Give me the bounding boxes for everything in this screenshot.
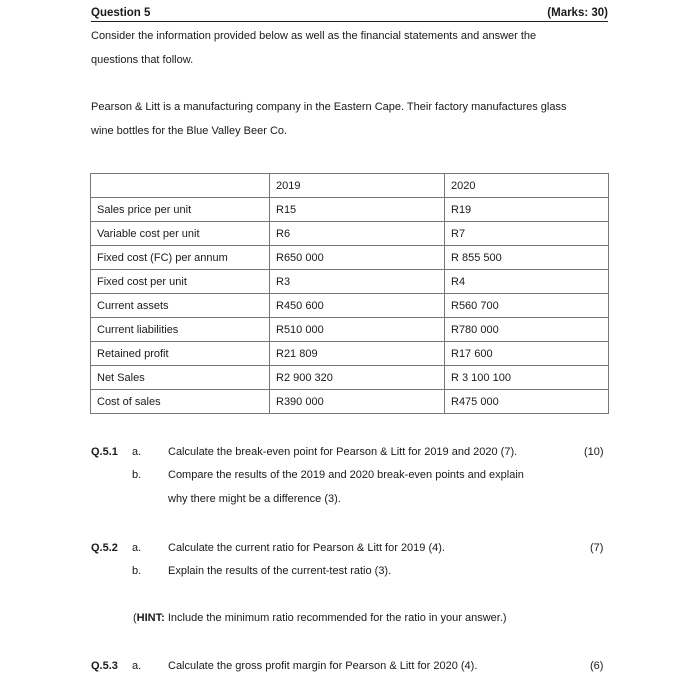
- table-row: [91, 270, 609, 294]
- q5-2-a-text: Calculate the current ratio for Pearson & Litt for 2019 (4).: [168, 542, 445, 554]
- company-line-1: Pearson & Litt is a manufacturing company in the Eastern Cape. Their factory manufactures glass: [91, 101, 567, 113]
- column-header: 2019: [270, 174, 445, 198]
- table-header-row: [91, 174, 609, 198]
- table-row: [91, 294, 609, 318]
- table-cell: R3: [270, 270, 445, 294]
- q5-3-a-text: Calculate the gross profit margin for Pearson & Litt for 2020 (4).: [168, 660, 478, 672]
- q5-3-label: Q.5.3: [91, 660, 118, 672]
- q5-1-b-text: Compare the results of the 2019 and 2020 break-even points and explain: [168, 469, 524, 481]
- column-header: 2020: [445, 174, 609, 198]
- table-cell: R21 809: [270, 342, 445, 366]
- table-cell: R17 600: [445, 342, 609, 366]
- row-label: Current assets: [91, 294, 270, 318]
- q5-1-b-text-cont: why there might be a difference (3).: [168, 493, 341, 505]
- total-marks: (Marks: 30): [547, 7, 608, 19]
- table-cell: R2 900 320: [270, 366, 445, 390]
- intro-line-1: Consider the information provided below as well as the financial statements and answer the: [91, 30, 537, 42]
- question-title: Question 5: [91, 7, 151, 19]
- table-cell: R450 600: [270, 294, 445, 318]
- table-cell: R390 000: [270, 390, 445, 414]
- table-cell: R7: [445, 222, 609, 246]
- table-cell: R6: [270, 222, 445, 246]
- table-cell: R780 000: [445, 318, 609, 342]
- row-label: Cost of sales: [91, 390, 270, 414]
- financial-data-table: [90, 173, 609, 414]
- hint-text: Include the minimum ratio recommended for the ratio in your answer.): [164, 612, 507, 624]
- row-label: Fixed cost per unit: [91, 270, 270, 294]
- table-cell: R19: [445, 198, 609, 222]
- table-cell: R4: [445, 270, 609, 294]
- q5-1-a-letter: a.: [132, 446, 142, 458]
- hint-label: HINT:: [136, 612, 165, 624]
- table-cell: R 3 100 100: [445, 366, 609, 390]
- table-cell: R 855 500: [445, 246, 609, 270]
- q5-2-label: Q.5.2: [91, 542, 118, 554]
- table-cell: R560 700: [445, 294, 609, 318]
- table-row: [91, 246, 609, 270]
- question-header: [91, 6, 608, 22]
- table-cell: R15: [270, 198, 445, 222]
- table-row: [91, 198, 609, 222]
- intro-line-2: questions that follow.: [91, 54, 194, 66]
- hint-open: (: [133, 612, 137, 624]
- q5-1-b-letter: b.: [132, 469, 142, 481]
- q5-2-marks: (7): [590, 542, 604, 554]
- table-cell: R650 000: [270, 246, 445, 270]
- row-label: Retained profit: [91, 342, 270, 366]
- table-row: [91, 366, 609, 390]
- q5-3-a-letter: a.: [132, 660, 142, 672]
- row-label: Net Sales: [91, 366, 270, 390]
- q5-1-a-text: Calculate the break-even point for Pearson & Litt for 2019 and 2020 (7).: [168, 446, 518, 458]
- q5-1-label: Q.5.1: [91, 446, 118, 458]
- q5-3-marks: (6): [590, 660, 604, 672]
- table-row: [91, 390, 609, 414]
- table-row: [91, 342, 609, 366]
- table-cell: R475 000: [445, 390, 609, 414]
- table-row: [91, 222, 609, 246]
- row-label: Fixed cost (FC) per annum: [91, 246, 270, 270]
- row-label: Sales price per unit: [91, 198, 270, 222]
- company-line-2: wine bottles for the Blue Valley Beer Co.: [91, 125, 288, 137]
- q5-2-b-text: Explain the results of the current-test ratio (3).: [168, 565, 392, 577]
- table-cell: R510 000: [270, 318, 445, 342]
- q5-1-marks: (10): [584, 446, 604, 458]
- row-label: Current liabilities: [91, 318, 270, 342]
- table-row: [91, 318, 609, 342]
- q5-2-b-letter: b.: [132, 565, 142, 577]
- row-label: Variable cost per unit: [91, 222, 270, 246]
- q5-2-a-letter: a.: [132, 542, 142, 554]
- column-header: [91, 174, 270, 198]
- q5-2-hint: [133, 612, 507, 624]
